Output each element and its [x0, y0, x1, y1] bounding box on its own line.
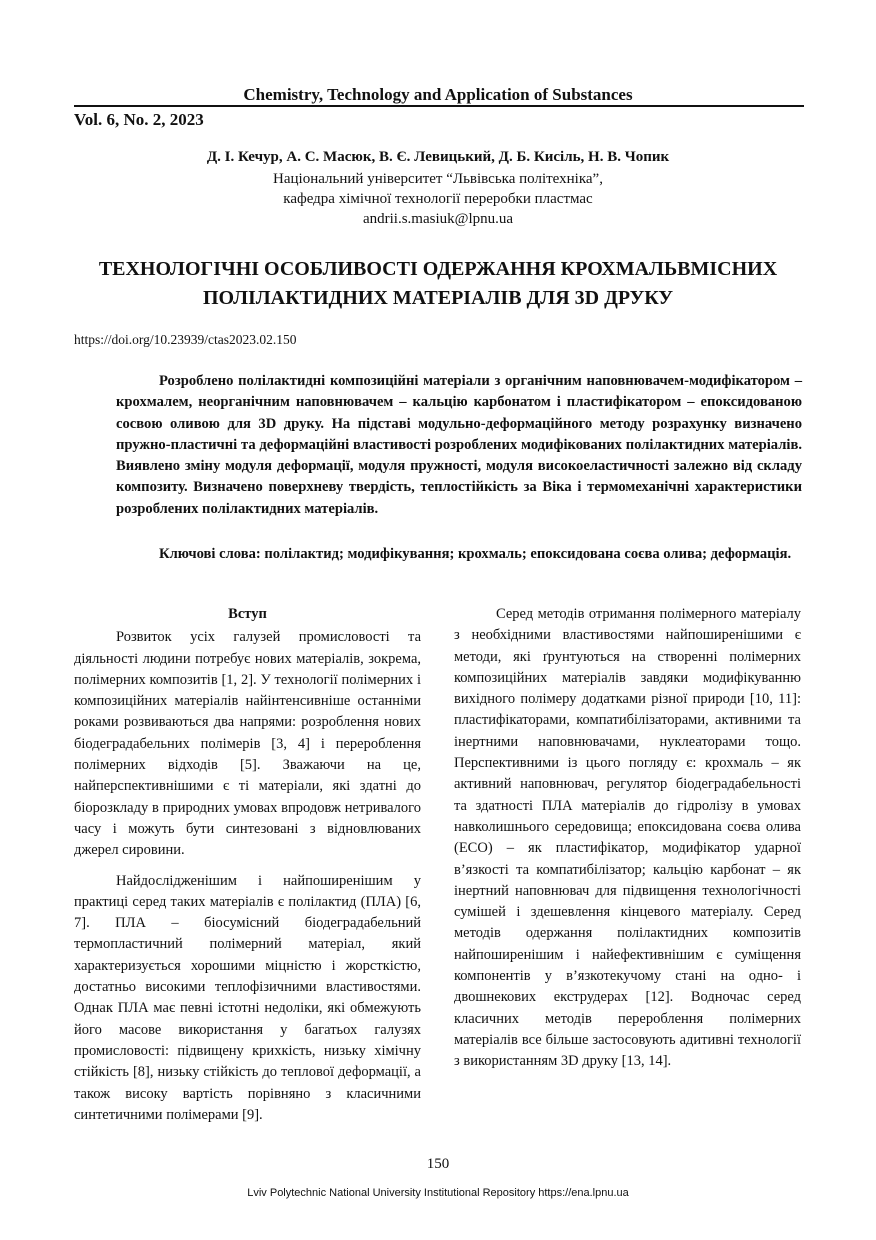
page-number: 150	[426, 1156, 450, 1172]
affiliation-university: Національний університет “Львівська політехніка”,	[273, 171, 603, 187]
paragraph: Найдослідженішим і найпоширенішим у практиці серед таких матеріалів є полілактид (ПЛА) [6, 7]. ПЛА – біосумісний біодеградабельний термопластичний полімерний матеріал, який характеризується хорошими міцністю і жорсткістю, достатньо високими теплофізичними властивостями. Однак ПЛА має певні істотні недоліки, які обмежують його масове використання у багатьох галузях промисловості: підвищену крихкість, низьку хімічну стійкість [8], низьку стійкість до теплової деформації, а також високу вартість порівняно з класичними синтетичними полімерами [9].	[74, 872, 421, 1123]
header-divider	[74, 105, 804, 107]
volume-issue: Vol. 6, No. 2, 2023	[74, 110, 204, 129]
journal-title: Chemistry, Technology and Application of Substances	[243, 85, 633, 104]
author-list: Д. І. Кечур, А. С. Масюк, В. Є. Левицький, Д. Б. Кисіль, Н. В. Чопик	[206, 149, 670, 165]
paragraph: Серед методів отримання полімерного матеріалу з необхідними властивостями найпоширенішими є методи, які ґрунтуються на створенні полімерних композиційних матеріалів завдяки модифікуванню вихідного полімеру додатками різної природи [10, 11]: пластифікаторами, компатибілізаторами, активними та інертними наповнювачами, нуклеаторами тощо. Перспективними із цього погляду є: крохмаль – як активний наповнювач, регулятор біодеградабельності та здатності ПЛА матеріалів до гідролізу в умовах навколишнього середовища; епоксидована соєва олива (ЕСО) – як пластифікатор, модифікатор ударної в’язкості та компатибілізатор; кальцію карбонат – як інертний наповнювач для підвищення технологічності сумішей і здешевлення кінцевого матеріалу. Серед методів одержання полілактидних композитів найпоширенішим і найефективнішим є суміщення компонентів у в’язкотекучому стані на одно- і двошнекових екструдерах [12]. Водночас серед класичних методів перероблення полімерних матеріалів все більше застосовують адитивні технології з використанням 3D друку [13, 14].	[454, 606, 801, 1070]
keywords: Ключові слова: полілактид; модифікування; крохмаль; епоксидована соєва олива; деформація.	[159, 546, 792, 562]
body-column-right	[454, 604, 801, 1073]
repository-footer: Lviv Polytechnic National University Institutional Repository https://ena.lpnu.ua	[247, 1187, 629, 1199]
affiliation-department: кафедра хімічної технології переробки пластмас	[283, 191, 593, 207]
paragraph: Розвиток усіх галузей промисловості та діяльності людини потребує нових матеріалів, зокрема, полімерних композитів [1, 2]. У технології полімерних і композиційних матеріалів найінтенсивніше останніми роками розвиваються два напрями: розроблення нових біодеградабельних полімерів [3, 4] і перероблення полімерних відходів [5]. Зважаючи на це, найперспективнішими є ті матеріали, які здатні до біорозкладу в природних умовах впродовж нетривалого часу і можуть бути синтезовані з відновлюваних джерел сировини.	[74, 629, 421, 859]
doi-link[interactable]: https://doi.org/10.23939/ctas2023.02.150	[74, 332, 297, 347]
abstract: Розроблено полілактидні композиційні матеріали з органічним наповнювачем-модифікатором – крохмалем, неорганічним наповнювачем – кальцію карбонатом і пластифікатором – епоксидованою сосвою оливою для 3D друку. На підставі модульно-деформаційного методу розрахунку визначено пружно-пластичні та деформаційні властивості розроблених модифікованих полілактидних матеріалів. Виявлено зміну модуля деформації, модуля пружності, модуля високоеластичності залежно від складу композиту. Визначено поверхневу твердість, теплостійкість за Віка і термомеханічні характеристики розроблених полілактидних матеріалів.	[116, 373, 802, 517]
author-email[interactable]: andrii.s.masiuk@lpnu.ua	[362, 211, 514, 227]
body-column-left	[74, 604, 421, 1126]
article-title: ТЕХНОЛОГІЧНІ ОСОБЛИВОСТІ ОДЕРЖАННЯ КРОХМАЛЬВМІСНИХ ПОЛІЛАКТИДНИХ МАТЕРІАЛІВ ДЛЯ 3D ДРУКУ	[98, 258, 778, 309]
section-heading-intro: Вступ	[228, 606, 267, 622]
